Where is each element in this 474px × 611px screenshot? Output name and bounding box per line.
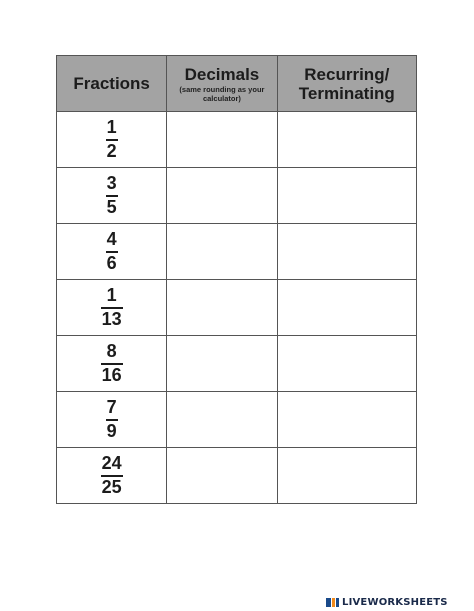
fraction-cell: [57, 280, 167, 336]
brand-name: LIVEWORKSHEETS: [342, 597, 448, 608]
decimal-answer-cell[interactable]: [167, 448, 277, 504]
fraction-cell: [57, 112, 167, 168]
denominator: 13: [101, 309, 122, 329]
numerator: 4: [106, 229, 117, 249]
type-answer-cell[interactable]: [277, 168, 416, 224]
decimal-answer-cell[interactable]: [167, 112, 277, 168]
fraction: [106, 118, 118, 161]
numerator: 8: [106, 341, 117, 361]
type-answer-cell[interactable]: [277, 112, 416, 168]
denominator: 2: [106, 141, 117, 161]
numerator: 3: [106, 173, 117, 193]
header-recurring: [277, 56, 416, 112]
table-row: [57, 280, 417, 336]
fraction-cell: [57, 336, 167, 392]
type-answer-cell[interactable]: [277, 224, 416, 280]
denominator: 6: [106, 253, 117, 273]
denominator: 9: [106, 421, 117, 441]
table-row: [57, 448, 417, 504]
table-row: [57, 112, 417, 168]
table-row: [57, 224, 417, 280]
table-row: [57, 336, 417, 392]
fractions-table: [56, 55, 417, 504]
type-answer-cell[interactable]: [277, 392, 416, 448]
denominator: 16: [101, 365, 122, 385]
header-recurring-line2: Terminating: [298, 83, 395, 103]
liveworksheets-logo-icon: [326, 597, 340, 608]
table-row: [57, 392, 417, 448]
fraction-cell: [57, 168, 167, 224]
denominator: 25: [101, 477, 122, 497]
type-answer-cell[interactable]: [277, 336, 416, 392]
header-row: [57, 56, 417, 112]
denominator: 5: [106, 197, 117, 217]
header-fractions: [57, 56, 167, 112]
fraction: [106, 398, 118, 441]
fraction-cell: [57, 448, 167, 504]
fraction: [106, 230, 118, 273]
header-fractions-label: Fractions: [73, 74, 150, 93]
numerator: 1: [106, 285, 117, 305]
fraction: [101, 286, 123, 329]
numerator: 24: [101, 453, 122, 473]
fraction: [106, 174, 118, 217]
fraction: [101, 342, 123, 385]
type-answer-cell[interactable]: [277, 280, 416, 336]
liveworksheets-logo: [326, 597, 448, 608]
fraction: [101, 454, 123, 497]
decimal-answer-cell[interactable]: [167, 224, 277, 280]
fraction-cell: [57, 392, 167, 448]
decimal-answer-cell[interactable]: [167, 168, 277, 224]
header-decimals: [167, 56, 277, 112]
header-decimals-note: (same rounding as your calculator): [179, 84, 265, 103]
decimal-answer-cell[interactable]: [167, 336, 277, 392]
fraction-cell: [57, 224, 167, 280]
type-answer-cell[interactable]: [277, 448, 416, 504]
decimal-answer-cell[interactable]: [167, 280, 277, 336]
decimal-answer-cell[interactable]: [167, 392, 277, 448]
header-decimals-label: Decimals: [184, 64, 260, 84]
numerator: 1: [106, 117, 117, 137]
table-row: [57, 168, 417, 224]
numerator: 7: [106, 397, 117, 417]
header-recurring-line1: Recurring/: [304, 64, 390, 84]
